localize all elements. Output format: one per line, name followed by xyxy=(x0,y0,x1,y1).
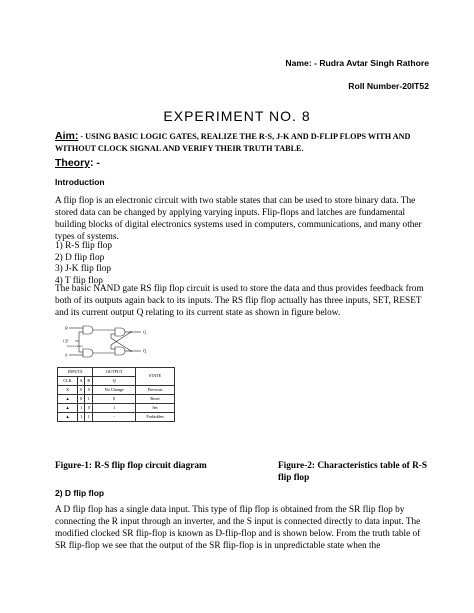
table-cell: 0 xyxy=(85,386,93,395)
column-header: CLK xyxy=(58,377,78,386)
table-cell: 1 xyxy=(78,413,85,422)
nand-gate-1 xyxy=(83,326,93,334)
list-item: 3) J-K flip flop xyxy=(55,264,112,274)
table-row xyxy=(58,413,175,422)
aim-text: - USING BASIC LOGIC GATES, REALIZE THE R-S, J-K AND D-FLIP FLOPS WITH AND WITHOUT CLOCK SIGNAL AND VERIFY THEIR TRUTH TABLE. xyxy=(55,132,411,153)
table-cell: X xyxy=(58,386,78,395)
rs-truth-table-figure xyxy=(57,367,175,447)
table-row xyxy=(58,395,175,404)
theory-label: Theory xyxy=(55,157,91,169)
nand-gate-2 xyxy=(83,349,93,357)
table-cell: 0 xyxy=(85,404,93,413)
theory-suffix: : - xyxy=(90,157,100,169)
aim-section xyxy=(55,130,430,155)
d-flip-flop-paragraph: A D flip flop has a single data input. This type of flip flop is obtained from the SR flip flop by connecting the R input through an inverter, and the S input is connected directly to data input. The modified clocked SR flip-flop is known as D-flip-flop and is shown below. From the truth table of SR flip-flop we see that the output of the SR flip-flop is in unpredictable state when the xyxy=(55,505,421,551)
page-title: EXPERIMENT NO. 8 xyxy=(163,108,311,124)
table-cell: 0 xyxy=(78,395,85,404)
table-cell: ▲ xyxy=(58,413,78,422)
table-cell: Set xyxy=(136,404,175,413)
roll-number: Roll Number-20IT52 xyxy=(348,81,429,91)
list-item: 4) T flip flop xyxy=(55,275,103,286)
column-header: S xyxy=(78,377,85,386)
label-s: S xyxy=(65,352,68,358)
nand-gate-3 xyxy=(115,328,125,336)
table-cell: 1 xyxy=(85,395,93,404)
table-row xyxy=(58,404,175,413)
table-row xyxy=(58,386,175,395)
nand-gate-4 xyxy=(115,347,125,355)
flip-flop-types-list xyxy=(55,241,112,287)
table-cell: ▲ xyxy=(58,404,78,413)
rs-paragraph: The basic NAND gate RS flip flop circuit is used to store the data and thus provides feedback from both of its outputs again back to its inputs. The RS flip flop actually has three inputs, SET, RESET and its current output Q relating to its current state as shown in figure below. xyxy=(55,284,424,318)
table-cell: 1 xyxy=(85,413,93,422)
column-header: Q xyxy=(93,377,136,386)
table-cell: 1 xyxy=(93,404,136,413)
table-cell: Forbidden xyxy=(136,413,175,422)
intro-paragraph: A flip flop is an electronic circuit with two stable states that can be used to store binary data. The stored data can be changed by applying varying inputs. Flip-flops and latches are fundamental building blocks of digital electronics systems used in computers, communications, and many other types of systems. xyxy=(55,196,422,242)
header-inputs: INPUTS xyxy=(58,368,93,377)
table-cell: Previous xyxy=(136,386,175,395)
intro-heading: Introduction xyxy=(55,177,105,187)
label-qbar: Q̅ xyxy=(143,348,147,354)
aim-label: Aim: xyxy=(55,130,79,142)
header-state: STATE xyxy=(136,368,175,386)
theory-heading xyxy=(55,157,100,169)
rs-flip-flop-circuit-diagram xyxy=(55,323,160,363)
column-header: R xyxy=(85,377,93,386)
header-output: OUTPUT xyxy=(93,368,136,377)
figure-2-caption: Figure-2: Characteristics table of R-S flip flop xyxy=(278,461,428,483)
list-item: 1) R-S flip flop xyxy=(55,241,113,251)
label-r: R xyxy=(65,325,69,331)
figure-1-caption: Figure-1: R-S flip flop circuit diagram xyxy=(55,461,207,471)
table-cell: 0 xyxy=(93,395,136,404)
label-clk: CP xyxy=(63,338,69,344)
table-cell: ▲ xyxy=(58,395,78,404)
student-name: Name: - Rudra Avtar Singh Rathore xyxy=(285,58,429,68)
list-item: 2) D flip flop xyxy=(55,252,105,263)
table-cell: 0 xyxy=(78,386,85,395)
table-cell: Reset xyxy=(136,395,175,404)
table-cell: 1 xyxy=(78,404,85,413)
table-cell: - xyxy=(93,413,136,422)
label-q: Q xyxy=(143,329,147,335)
d-flip-flop-heading: 2) D flip flop xyxy=(55,488,105,498)
truth-table xyxy=(57,367,175,422)
table-cell: No Change xyxy=(93,386,136,395)
label-clock-note: (clock pulse) xyxy=(67,344,83,348)
